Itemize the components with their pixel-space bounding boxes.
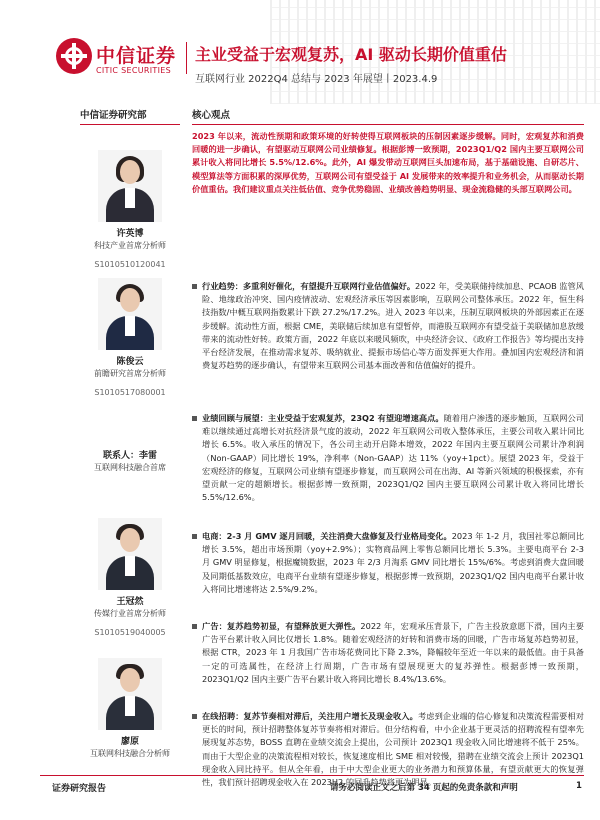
logo-en-text: CITIC SECURITIES [96,66,171,75]
core-view-label: 核心观点 [192,110,231,121]
analyst-card [80,658,180,760]
section-body: 2022 年，宏观承压背景下，广告主投放意愿下滑，国内主要广告平台累计收入同比仅增长 1.8%。随着宏观经济的好转和消费市场的回暖，广告市场复苏趋势初显，根据 CTR，2023 年 1 月我国广告市场花费同比下降 2.3%，降幅较年至近一年以来的最低值。由于具备一定的可选属性，在经济上行周期，广告市场有望展现更大的复苏弹性。根据彭博一致预期，2023Q1/Q2 国内主要广告平台累计收入将同比增长 8.4%/13.6%。 [202,621,584,684]
section-heading: 广告：复苏趋势初显，有望释放更大弹性。 [202,621,361,631]
analyst-role: 互联网科技融合分析师 [90,749,170,758]
analyst-role: 传媒行业首席分析师 [94,609,166,618]
section-earnings [192,412,584,522]
analyst-role: 科技产业首席分析师 [94,241,166,250]
section-body: 考虑到企业端的信心修复和决策流程需要相对更长的时间，预计招聘整体复苏节奏将相对滞后。但分结构看，中小企业基于更灵活的招聘流程有望率先展现复苏态势，BOSS 直聘在业绩交流会上提出，公司预计 2023Q1 现金收入同比增速将不低于 25%。而由于大型企业的决策流程相对较长，恢复速度相比 SME 相对较慢，猎聘在业绩交流会上预计 2023Q1 现金收入同比持平。但从全年看，由于中大型企业更大的业务潜力和预算体量，有望贡献更大的恢复弹性，我们预计招聘现金收入在 2023H2 的回升趋势将更为明显。 [202,711,584,788]
intro-paragraph: 2023 年以来，流动性预期和政策环境的好转使得互联网板块的压制因素逐步缓解。同时，宏观复苏和消费回暖的进一步确认，有望驱动互联网公司业绩修复。根据彭博一致预期，2023Q1/Q2 国内主要互联网公司累计收入将同比增长 5.5%/12.6%。此外，AI 爆发带动互联网巨头加速布局，基于基础设施、自研芯片、模型算法等方面积累的深厚优势，互联网公司有望受益于 AI 发展带来的效率提升和业务机会，从而驱动长期价值重估。我们建议重点关注低估值、竞争优势稳固、业绩改善趋势明显、现金流稳健的头部互联网公司。 [192,131,584,194]
research-dept-label: 中信证券研究部 [80,110,147,121]
analyst-card [80,518,180,637]
header-divider [186,42,187,74]
section-body: 2023 年 1-2 月，我国社零总额同比增长 3.5%，超出市场预期（yoy+2.9%）；实物商品网上零售总额同比增长 5.3%。主要电商平台 2-3 月 GMV 明显修复，根据魔镜数据，2023 年 2/3 月淘系 GMV 同比增长 15%/6%。考虑到消费大盘回暖及同期低基数效应，电商平台业绩有望逐步修复，根据彭博一致预期，2023Q1/Q2 国内电商平台累计收入将同比增速将达 2.5%/9.2%。 [202,531,584,594]
avatar [98,658,162,730]
section-heading: 业绩回顾与展望：主业受益于宏观复苏，23Q2 有望迎增速高点。 [202,413,444,423]
logo-cn-text: 中信证券 [96,45,177,67]
disclaimer-note: 请务必阅读正文之后第 34 页起的免责条款和声明 [330,783,518,793]
analyst-name: 王冠然 [116,597,144,607]
citic-logo-icon [56,38,92,74]
avatar [98,150,162,222]
analyst-card [80,150,180,269]
section-body: 2022 年，受美联储持续加息、PCAOB 监管风险、地缘政治冲突、国内疫情波动、宏观经济承压等因素影响，互联网公司整体承压。2022 年，恒生科技指数/中概互联网指数累计下跌 27.2%/17.2%。进入 2023 年以来，压制互联网板块的外部因素正在逐步缓解。流动性方面，根据 CME，美联储后续加息有望暂停，而港股互联网亦有望受益于美联储加息放缓带来的流动性好转。政策方面，2022 年底以来暖风频吹，中央经济会议、《政府工作报告》等均提出支持平台经济发展，在推动需求复苏、吸纳就业、提振市场信心等方面发挥更大作用。叠加国内宏观经济和消费复苏趋势的逐步确认，有望带来互联网公司基本面改善和估值偏好的提升。 [202,281,584,371]
section-body: 随着用户渗透的逐步触顶，互联网公司难以继续通过高增长对抗经济景气度的波动，2022 年互联网公司收入整体承压，主要公司收入累计同比增长 6.5%。收入承压的情况下，各公司主动开启降本增效，2022 年国内主要互联网公司累计净利润（Non-GAAP）同比增长 19%，净利率（Non-GAAP）达 11%（yoy+1pct）。展望 2023 年，受益于宏观经济的修复，互联网公司业绩有望逐步修复，而互联网公司在出海、AI 等新兴领域的积极探索，亦有望贡献一定的超额增长。根据彭博一致预期，2023Q1/Q2 国内主要互联网公司累计收入将同比增长 5.5%/12.6%。 [202,413,584,503]
main-rule [192,124,584,125]
analyst-name: 许英博 [116,229,144,239]
footer-rule [40,775,584,776]
avatar [98,518,162,590]
footer-label: 证券研究报告 [52,784,107,794]
section-heading: 在线招聘：复苏节奏相对滞后，关注用户增长及现金收入。 [202,711,418,721]
section-heading: 电商：2-3 月 GMV 逐月回暖，关注消费大盘修复及行业格局变化。 [202,531,452,541]
report-subtitle: 互联网行业 2022Q4 总结与 2023 年展望丨2023.4.9 [195,74,438,85]
section-recruitment [192,710,584,820]
main-content [192,128,584,820]
report-title: 主业受益于宏观复苏，AI 驱动长期价值重估 [195,45,507,64]
left-rule [80,124,180,125]
analyst-role: 前瞻研究首席分析师 [94,369,166,378]
analyst-role: 互联网科技融合首席 [94,463,166,472]
analyst-name: 联系人：李雷 [102,451,157,461]
analyst-card [80,444,180,474]
analyst-card [80,278,180,397]
report-header [0,0,600,104]
section-industry-trend [192,280,584,404]
section-advertising [192,620,584,702]
analyst-id: S1010517080001 [94,388,166,397]
avatar [98,278,162,350]
analyst-name: 廖原 [120,737,139,747]
section-heading: 行业趋势：多重利好催化，有望提升互联网行业估值偏好。 [202,281,416,291]
page-number: 1 [576,781,582,791]
analyst-id: S1010519040005 [94,628,166,637]
section-ecommerce [192,530,584,612]
analyst-id: S1010510120041 [94,260,166,269]
analyst-name: 陈俊云 [116,357,144,367]
